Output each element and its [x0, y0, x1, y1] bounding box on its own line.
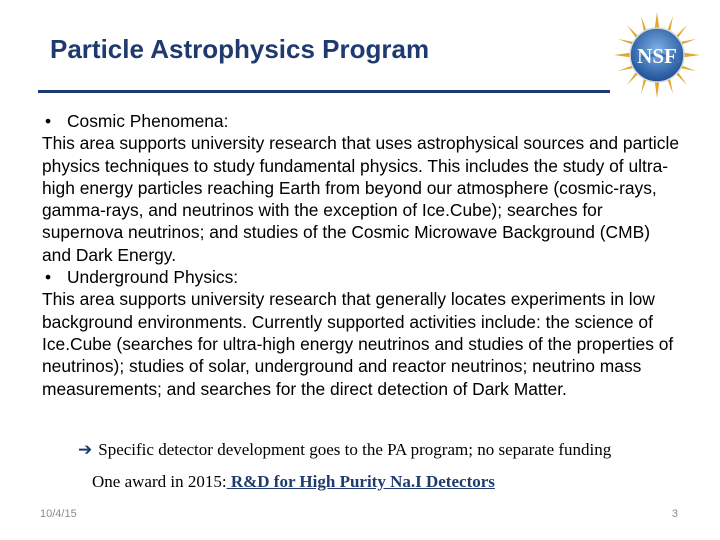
bullet-underground-physics	[42, 266, 682, 288]
bullet-dot-icon: •	[45, 111, 52, 131]
bullet-heading: Underground Physics:	[67, 267, 239, 288]
slide-page-number: 3	[671, 508, 678, 520]
award-line	[92, 472, 495, 492]
award-link[interactable]: R&D for High Purity Na.I Detectors	[226, 472, 495, 491]
slide-title: Particle Astrophysics Program	[50, 34, 430, 64]
bullet-dot-icon: •	[45, 267, 52, 288]
svg-text:NSF: NSF	[637, 44, 677, 68]
title-underline	[38, 90, 610, 93]
bullet-heading: Cosmic Phenomena:	[67, 111, 229, 131]
nsf-logo	[612, 10, 702, 100]
slide-body	[42, 110, 682, 400]
arrow-right-icon: ➔	[78, 440, 93, 459]
funding-note	[78, 440, 611, 460]
award-prefix: One award in 2015:	[92, 472, 227, 491]
bullet-cosmic-phenomena	[42, 110, 682, 132]
slide-date: 10/4/15	[40, 508, 77, 520]
funding-note-text: Specific detector development goes to the PA program; no separate funding	[98, 440, 612, 459]
bullet-description: This area supports university research that uses astrophysical sources and particle physics techniques to study fundamental physics. This includes the study of ultra-high energy particles reaching Earth from beyond our atmosphere (cosmic-rays, gamma-rays, and neutrinos with the exception of Ice.Cube); searches for supernova neutrinos; and studies of the Cosmic Microwave Background (CMB) and Dark Energy.	[42, 133, 679, 265]
nsf-logo-icon	[612, 10, 702, 100]
bullet-description: This area supports university research that generally locates experiments in low background environments. Currently supported activities include: the science of Ice.Cube (searches for ultra-high energy neutrinos and studies of the properties of neutrinos); studies of solar, underground and reactor neutrinos; neutrino mass measurements; and searches for the direct detection of Dark Matter.	[42, 289, 674, 399]
